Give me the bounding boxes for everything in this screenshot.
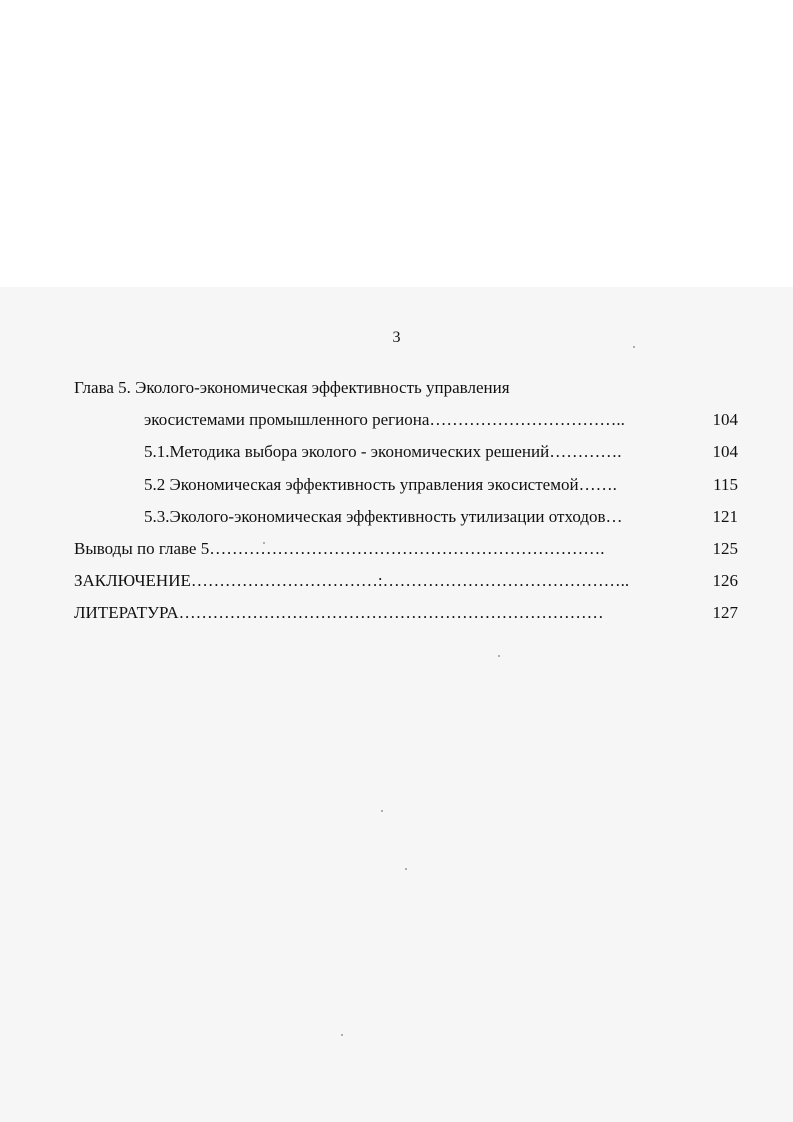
toc-chapter-5-page: 104 — [712, 410, 738, 429]
scan-speck — [381, 810, 383, 812]
toc-section-5-3: 5.3.Эколого-экономическая эффективность утилизации отходов… — [144, 507, 623, 526]
scan-speck — [498, 655, 500, 657]
scan-speck — [405, 868, 407, 870]
toc-literature-page: 127 — [712, 603, 738, 622]
toc-section-5-1: 5.1.Методика выбора эколого - экономических решений…………. — [144, 442, 622, 461]
toc-section-5-1-page: 104 — [712, 442, 738, 461]
toc-chapter-5-conclusions-page: 125 — [712, 539, 738, 558]
toc-section-5-2-page: 115 — [713, 475, 738, 494]
toc-section-5-3-page: 121 — [712, 507, 738, 526]
toc-conclusion-page: 126 — [712, 571, 738, 590]
toc-section-5-2: 5.2 Экономическая эффективность управления экосистемой……. — [144, 475, 617, 494]
toc-literature: ЛИТЕРАТУРА………………………………………………………………… — [74, 603, 604, 622]
toc-conclusion: ЗАКЛЮЧЕНИЕ……………………………:…………………………………….. — [74, 571, 630, 590]
toc-chapter-5-conclusions: Выводы по главе 5……………………………………………………………. — [74, 539, 605, 558]
page-number: 3 — [392, 329, 401, 346]
scan-speck — [341, 1034, 343, 1036]
toc-chapter-5-title-line-2: экосистемами промышленного региона…………………………….. — [144, 410, 625, 429]
toc-chapter-5-title-line-1: Глава 5. Эколого-экономическая эффективность управления — [74, 378, 510, 397]
